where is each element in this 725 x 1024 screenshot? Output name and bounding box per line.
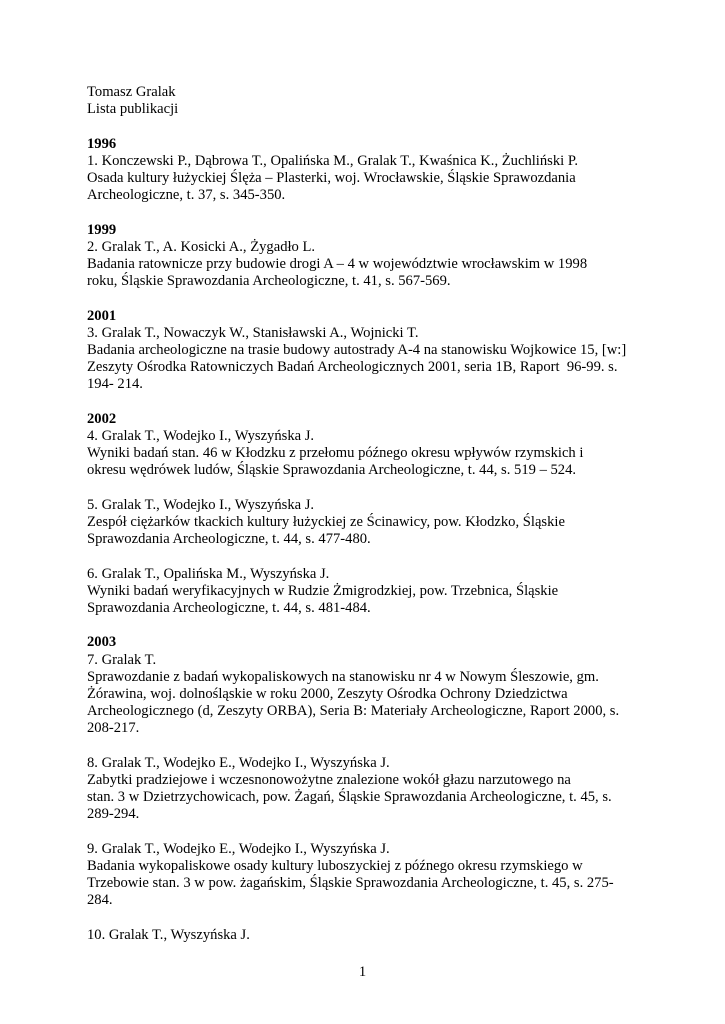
publication-entry-line: okresu wędrówek ludów, Śląskie Sprawozdania Archeologiczne, t. 44, s. 519 – 524. <box>87 462 577 479</box>
publication-entry-line: 194- 214. <box>87 376 143 393</box>
document-page <box>87 84 647 944</box>
publication-entry-line: 289-294. <box>87 806 140 823</box>
publication-entry-line: Zeszyty Ośrodka Ratowniczych Badań Archeologicznych 2001, seria 1B, Raport 96-99. s. <box>87 359 618 376</box>
publication-entry <box>87 428 647 480</box>
publication-entry-line: Żórawina, woj. dolnośląskie w roku 2000, Zeszyty Ośrodka Ochrony Dziedzictwa <box>87 686 568 702</box>
publication-entry-line: Zespół ciężarków tkackich kultury łużyckiej ze Ścinawicy, pow. Kłodzko, Śląskie <box>87 514 565 530</box>
publication-entry-line: Osada kultury łużyckiej Ślęża – Plasterki, woj. Wrocławskie, Śląskie Sprawozdania <box>87 170 576 186</box>
publication-entry <box>87 325 647 394</box>
publication-entry-line: Archeologicznego (d, Zeszyty ORBA), Seria B: Materiały Archeologiczne, Raport 2000, s. <box>87 703 620 720</box>
publication-entry-line: Badania wykopaliskowe osady kultury luboszyckiej z późnego okresu rzymskiego w <box>87 858 583 874</box>
year-section-1999 <box>87 222 647 291</box>
publication-entry-line: 5. Gralak T., Wodejko I., Wyszyńska J. <box>87 496 315 513</box>
publication-entry <box>87 652 647 738</box>
publication-entry-line: Zabytki pradziejowe i wczesnonowożytne znalezione wokół głazu narzutowego na <box>87 772 571 788</box>
publication-entry-line: 4. Gralak T., Wodejko I., Wyszyńska J. <box>87 428 315 444</box>
publication-entry-line: Sprawozdania Archeologiczne, t. 44, s. 481-484. <box>87 600 371 616</box>
year-section-1996 <box>87 136 647 205</box>
publication-entry <box>87 927 647 944</box>
publication-entry-line: Wyniki badań weryfikacyjnych w Rudzie Żmigrodzkiej, pow. Trzebnica, Śląskie <box>87 582 559 599</box>
publication-entry-line: 10. Gralak T., Wyszyńska J. <box>87 926 250 943</box>
year-heading: 1999 <box>87 221 117 238</box>
publication-entry-line: Wyniki badań stan. 46 w Kłodzku z przełomu późnego okresu wpływów rzymskich i <box>87 445 584 462</box>
publication-entry <box>87 497 647 549</box>
publication-entry-line: 9. Gralak T., Wodejko E., Wodejko I., Wyszyńska J. <box>87 840 390 857</box>
year-heading: 2002 <box>87 410 117 427</box>
year-heading: 2003 <box>87 634 117 651</box>
publication-entry <box>87 755 647 824</box>
year-heading: 1996 <box>87 135 117 152</box>
author-name: Tomasz Gralak <box>87 84 176 100</box>
publication-entry-line: 2. Gralak T., A. Kosicki A., Żygadło L. <box>87 238 316 255</box>
publication-entry-line: Sprawozdania Archeologiczne, t. 44, s. 477-480. <box>87 531 371 548</box>
publication-entry-line: Sprawozdanie z badań wykopaliskowych na stanowisku nr 4 w Nowym Śleszowie, gm. <box>87 668 599 685</box>
publication-entry-line: roku, Śląskie Sprawozdania Archeologiczne, t. 41, s. 567-569. <box>87 273 451 290</box>
publication-entry-line: 6. Gralak T., Opalińska M., Wyszyńska J. <box>87 565 330 582</box>
page-number: 1 <box>358 964 367 980</box>
publication-entry-line: 208-217. <box>87 720 140 737</box>
publication-entry-line: Archeologiczne, t. 37, s. 345-350. <box>87 187 286 204</box>
publication-entry <box>87 153 647 205</box>
publication-entry-line: 3. Gralak T., Nowaczyk W., Stanisławski A., Wojnicki T. <box>87 324 419 341</box>
year-heading: 2001 <box>87 307 117 324</box>
publication-entry-line: 284. <box>87 892 113 909</box>
year-section-2002 <box>87 411 647 617</box>
year-section-2003 <box>87 634 647 944</box>
publication-list <box>87 136 647 944</box>
document-header <box>87 84 647 118</box>
publication-entry-line: 7. Gralak T. <box>87 651 157 668</box>
document-subtitle: Lista publikacji <box>87 101 179 118</box>
publication-entry-line: Trzebowie stan. 3 w pow. żagańskim, Śląskie Sprawozdania Archeologiczne, t. 45, s. 275- <box>87 875 614 892</box>
publication-entry-line: 1. Konczewski P., Dąbrowa T., Opalińska M., Gralak T., Kwaśnica K., Żuchliński P. <box>87 152 578 169</box>
publication-entry-line: stan. 3 w Dzietrzychowicach, pow. Żagań, Śląskie Sprawozdania Archeologiczne, t. 45, s. <box>87 789 612 806</box>
publication-entry-line: Badania ratownicze przy budowie drogi A – 4 w województwie wrocławskim w 1998 <box>87 256 588 272</box>
year-section-2001 <box>87 308 647 394</box>
publication-entry <box>87 566 647 618</box>
publication-entry <box>87 239 647 291</box>
publication-entry-line: 8. Gralak T., Wodejko E., Wodejko I., Wyszyńska J. <box>87 754 390 771</box>
publication-entry <box>87 841 647 910</box>
publication-entry-line: Badania archeologiczne na trasie budowy autostrady A-4 na stanowisku Wojkowice 15, [w:] <box>87 342 627 358</box>
